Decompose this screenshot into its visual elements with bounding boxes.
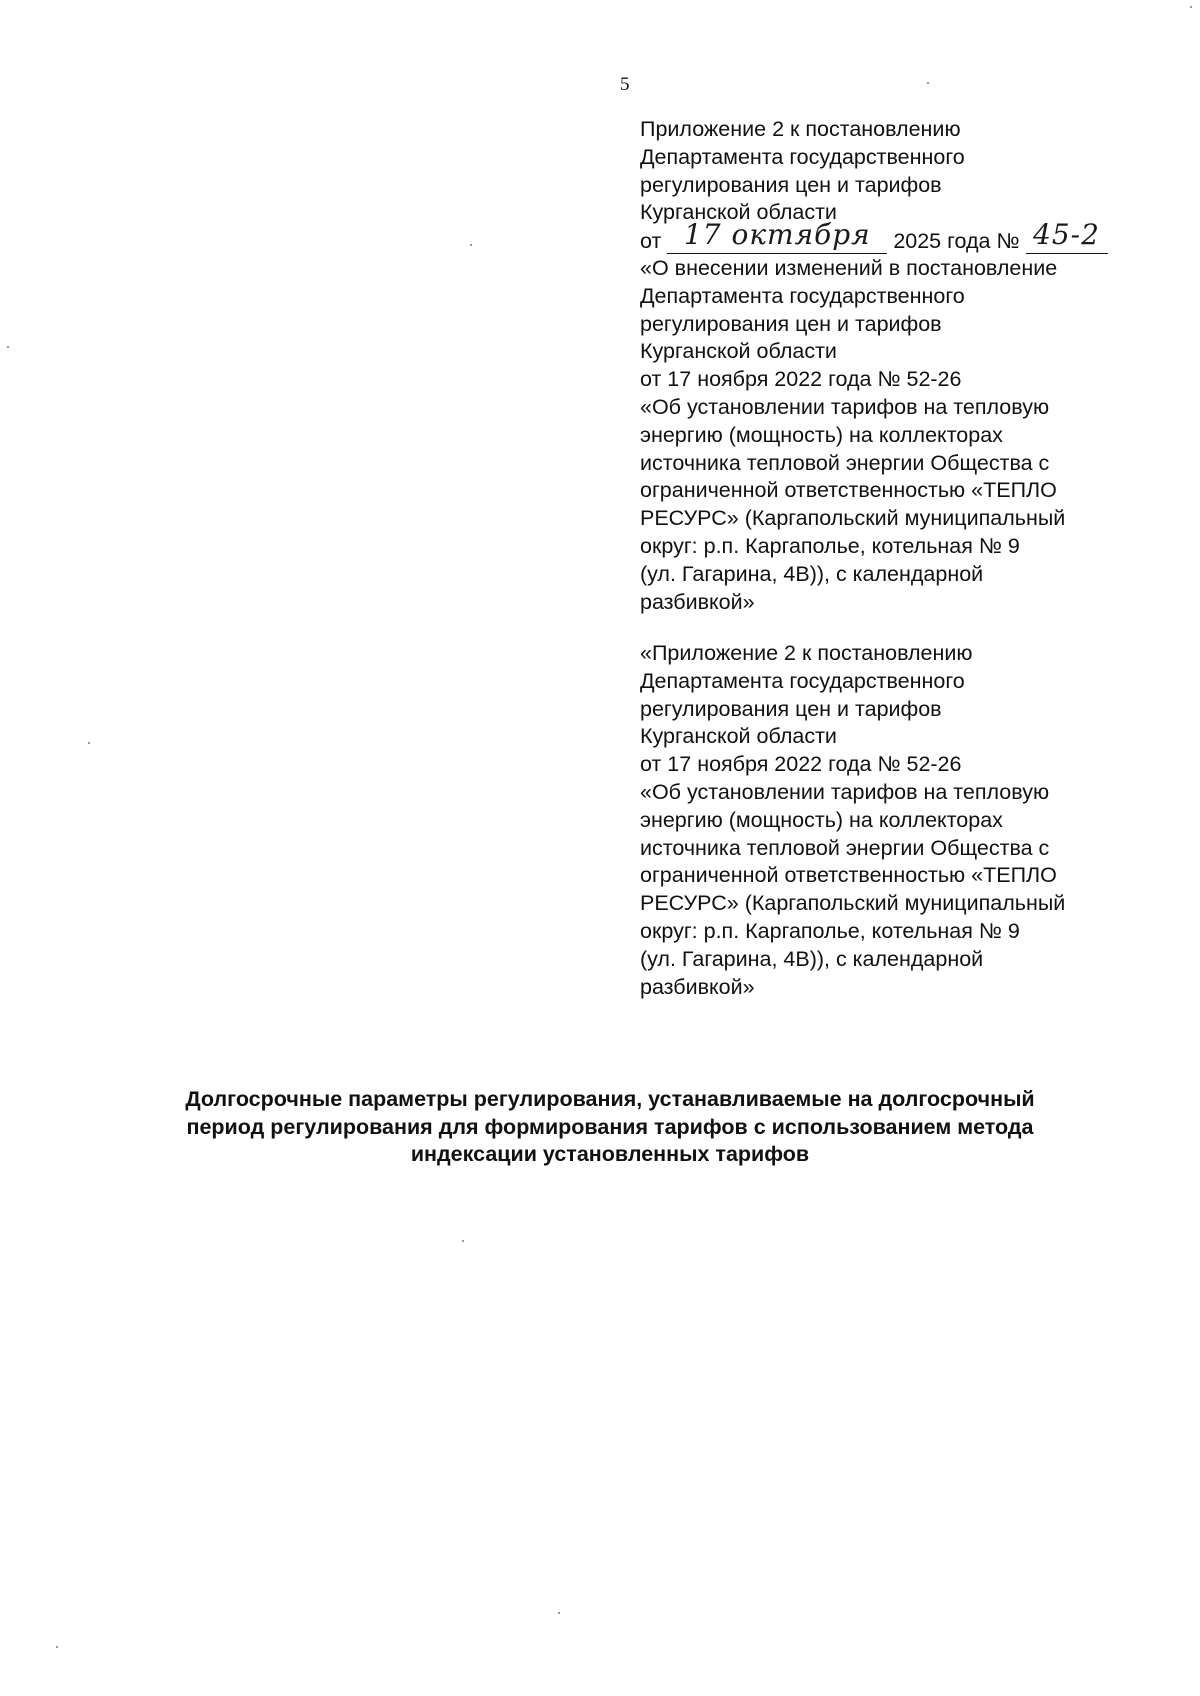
- title-line: период регулирования для формирования тарифов с использованием метода: [186, 1114, 1034, 1139]
- annex-body-line: (ул. Гагарина, 4В)), с календарной: [640, 561, 984, 586]
- quoted-line: округ: р.п. Каргаполье, котельная № 9: [640, 918, 1020, 943]
- quoted-line: «Приложение 2 к постановлению: [640, 641, 973, 665]
- quoted-line: ограниченной ответственностью «ТЕПЛО: [640, 863, 1057, 888]
- scan-speck: [462, 1240, 464, 1242]
- annex-quoted: [640, 640, 1180, 1001]
- date-year: 2025 года №: [893, 229, 1020, 254]
- annex-body-line: источника тепловой энергии Общества с: [640, 450, 1050, 475]
- quoted-line: Курганской области: [640, 724, 837, 749]
- date-line: [640, 218, 1180, 255]
- annex-line: Приложение 2 к постановлению: [640, 117, 961, 141]
- scan-speck: [7, 346, 9, 348]
- annex-body-line: энергию (мощность) на коллекторах: [640, 422, 1003, 447]
- scan-speck: [88, 742, 90, 744]
- scan-speck: [56, 1646, 58, 1648]
- annex-body-line: «Об установлении тарифов на тепловую: [640, 394, 1050, 419]
- document-title: [110, 1086, 1110, 1169]
- title-line: индексации установленных тарифов: [410, 1142, 810, 1166]
- scan-speck: [558, 1612, 560, 1614]
- number-blank: [1026, 218, 1108, 254]
- annex-body-line: округ: р.п. Каргаполье, котельная № 9: [640, 533, 1020, 558]
- annex-body-line: Курганской области: [640, 339, 837, 364]
- quoted-line: регулирования цен и тарифов: [640, 696, 942, 721]
- page-number: 5: [620, 74, 630, 95]
- handwritten-number: 45-2: [1033, 218, 1100, 252]
- date-prefix: от: [640, 229, 662, 254]
- handwritten-date: 17 октября: [683, 218, 871, 252]
- annex-body-line: регулирования цен и тарифов: [640, 311, 942, 336]
- quoted-line: РЕСУРС» (Каргапольский муниципальный: [640, 891, 1066, 916]
- annex-line: регулирования цен и тарифов: [640, 172, 942, 197]
- annex-line: Курганской области: [640, 200, 837, 225]
- annex-line: Департамента государственного: [640, 144, 965, 169]
- quoted-line: энергию (мощность) на коллекторах: [640, 807, 1003, 832]
- quoted-line: (ул. Гагарина, 4В)), с календарной: [640, 946, 984, 971]
- annex-body-line: РЕСУРС» (Каргапольский муниципальный: [640, 506, 1066, 531]
- annex-body-line: разбивкой»: [640, 589, 755, 614]
- quoted-line: от 17 ноября 2022 года № 52-26: [640, 752, 962, 777]
- quoted-line: Департамента государственного: [640, 668, 965, 693]
- scan-speck: [470, 244, 472, 246]
- annex-body-line: «О внесении изменений в постановление: [640, 255, 1058, 280]
- annex-body-line: Департамента государственного: [640, 283, 965, 308]
- quoted-line: источника тепловой энергии Общества с: [640, 835, 1050, 860]
- quoted-line: разбивкой»: [640, 974, 755, 999]
- title-line: Долгосрочные параметры регулирования, устанавливаемые на долгосрочный: [185, 1087, 1035, 1111]
- annex-body-line: от 17 ноября 2022 года № 52-26: [640, 367, 962, 392]
- date-blank: [667, 218, 887, 254]
- scan-speck: [1190, 6, 1192, 8]
- quoted-line: «Об установлении тарифов на тепловую: [640, 779, 1050, 804]
- annex-body-line: ограниченной ответственностью «ТЕПЛО: [640, 478, 1057, 503]
- scan-speck: [927, 82, 929, 84]
- annex-header: [640, 116, 1180, 616]
